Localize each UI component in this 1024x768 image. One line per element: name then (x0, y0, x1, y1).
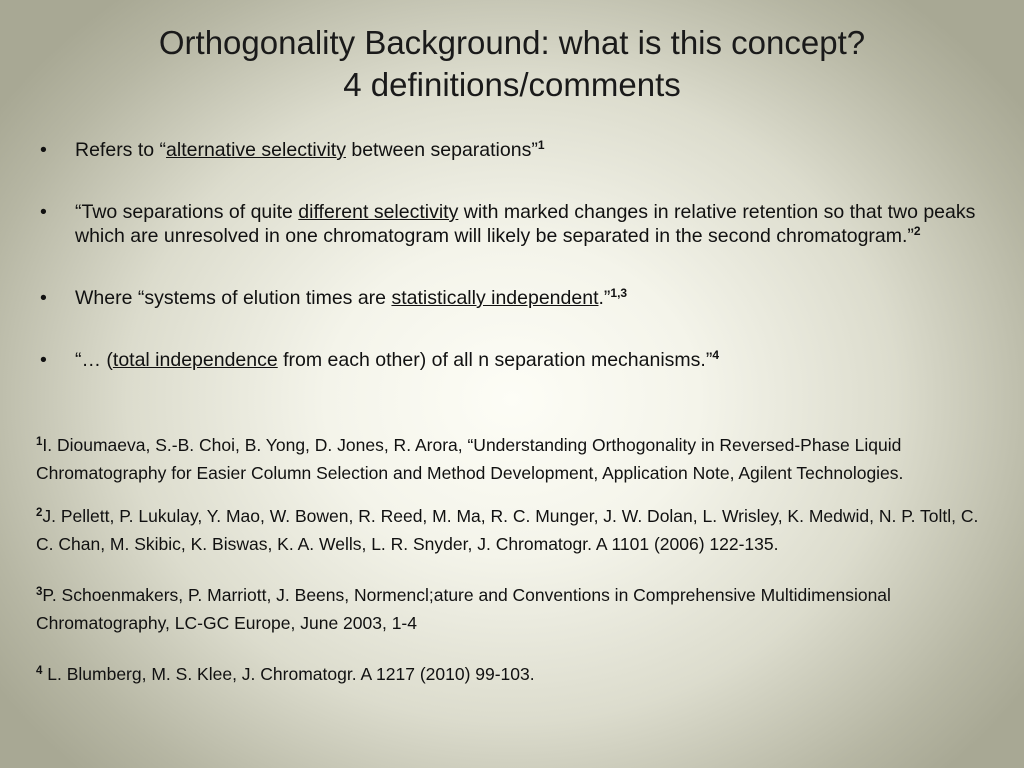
bullet-citation: 1,3 (610, 286, 628, 300)
reference-text: L. Blumberg, M. S. Klee, J. Chromatogr. A 1217 (2010) 99-103. (42, 664, 535, 684)
bullet-marker: • (40, 201, 47, 223)
bullet-text-pre: “… ( (75, 349, 113, 371)
bullet-marker: • (40, 349, 47, 371)
bullet-citation: 1 (537, 138, 545, 152)
reference-text: J. Pellett, P. Lukulay, Y. Mao, W. Bowen, R. Reed, M. Ma, R. C. Munger, J. W. Dolan, L. Wrisley, K. Medwid, N. P. Toltl, C. C. Chan, M. Skibic, K. Biswas, K. A. Wells, L. R. Snyder, J. Chromatogr. A 1101 (2006) 122-135. (36, 506, 979, 554)
bullet-underlined-term: alternative selectivity (166, 139, 346, 161)
reference-4 (36, 661, 996, 689)
bullet-underlined-term: total independence (112, 349, 278, 371)
reference-1 (36, 432, 996, 487)
bullet-text-pre: “Two separations of quite (75, 201, 299, 223)
slide-title (0, 22, 1024, 106)
reference-list (36, 432, 996, 689)
reference-number: 2 (36, 507, 43, 519)
slide-title-line-2: 4 definitions/comments (343, 66, 681, 103)
reference-number: 3 (36, 586, 43, 598)
bullet-text-post: .” (598, 287, 611, 309)
bullet-citation: 4 (712, 348, 720, 362)
definition-bullet-4 (40, 348, 1000, 372)
bullet-marker: • (40, 287, 47, 309)
bullet-citation: 2 (913, 224, 921, 238)
bullet-text-post: from each other) of all n separation mechanisms.” (277, 349, 713, 371)
definition-bullet-2 (40, 200, 1000, 248)
reference-3 (36, 582, 996, 637)
bullet-text-post: with marked changes in relative retention so that two peaks which are unresolved in one chromatogram will likely be separated in the second chromatogram.” (75, 201, 976, 247)
bullet-underlined-term: different selectivity (298, 201, 459, 223)
bullet-marker: • (40, 139, 47, 161)
bullet-text-post: between separations” (345, 139, 538, 161)
definition-bullet-list (40, 138, 1000, 372)
reference-number: 1 (36, 436, 43, 448)
reference-text: I. Dioumaeva, S.-B. Choi, B. Yong, D. Jones, R. Arora, “Understanding Orthogonality in Reversed-Phase Liquid Chromatography for Easier Column Selection and Method Development, Application Note, Agilent Technologies. (36, 435, 904, 483)
definition-bullet-1 (40, 138, 1000, 162)
bullet-underlined-term: statistically independent (391, 287, 599, 309)
definition-bullet-3 (40, 286, 1000, 310)
bullet-text-pre: Where “systems of elution times are (75, 287, 392, 309)
bullet-text-pre: Refers to “ (75, 139, 167, 161)
reference-number: 4 (36, 665, 43, 677)
reference-text: P. Schoenmakers, P. Marriott, J. Beens, Normencl;ature and Conventions in Comprehensive Multidimensional Chromatography, LC-GC Europe, June 2003, 1-4 (36, 585, 891, 633)
slide-title-line-1: Orthogonality Background: what is this concept? (158, 24, 866, 61)
reference-2 (36, 503, 996, 558)
